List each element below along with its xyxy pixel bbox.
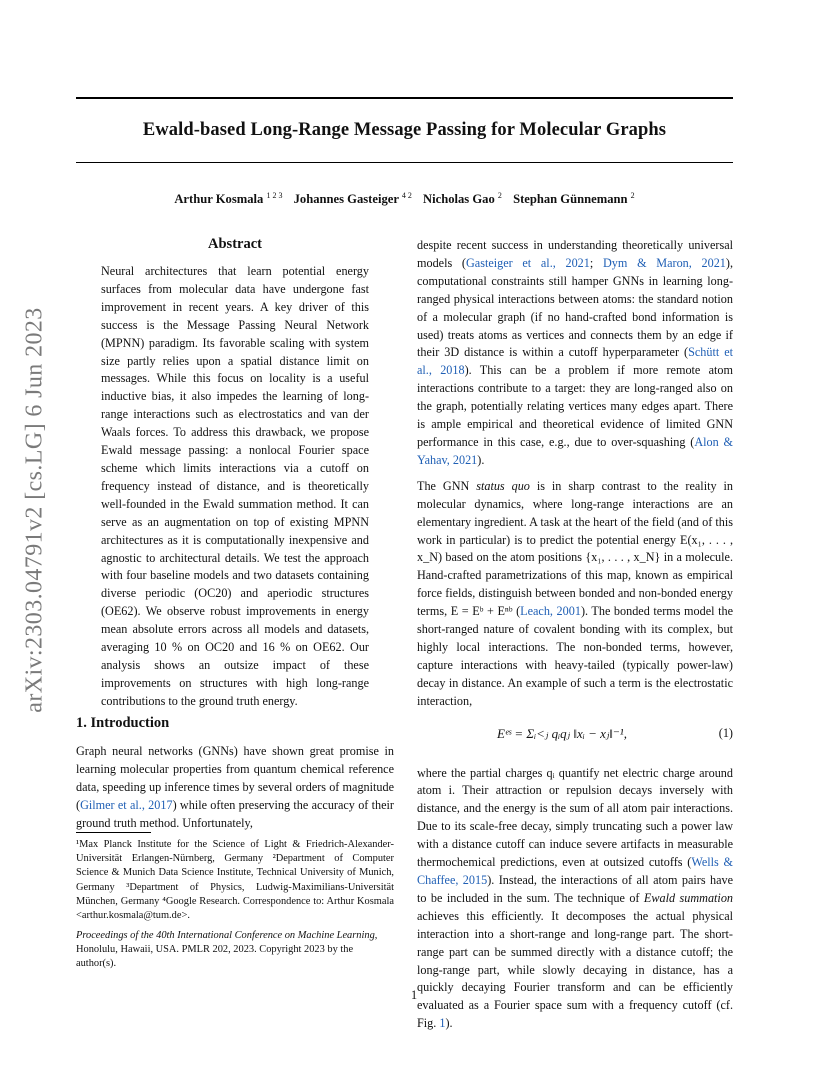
citation-link[interactable]: Gilmer et al., 2017 [80, 797, 173, 812]
author-list [76, 191, 733, 207]
footnote-rule [76, 832, 151, 833]
citation-link[interactable]: Schütt et al., 2018 [417, 345, 733, 378]
equation-number: (1) [718, 725, 733, 740]
title-rule-top [76, 97, 733, 99]
page-number: 1 [410, 988, 418, 1002]
arxiv-id: arXiv:2303.04791v2 [cs.LG] 6 Jun 2023 [21, 307, 48, 713]
figure-link[interactable]: 1 [439, 1016, 446, 1031]
right-column [417, 237, 733, 1033]
paragraph: The GNN status quo is in sharp contrast to the reality in molecular dynamics, where long-range interactions are an elementary ingredient. A task at the heart of the field (and of this work in particular) is to predict the potential energy E(x₁, . . . , x_N) based on the atom positions {x₁, . . . , x_N} in a molecule. Hand-crafted parametrizations of this map, known as empirical force fields, distinguish between bonded and non-bonded energy terms, E = Eᵇ + Eⁿᵇ (Leach, 2001). The bonded terms model the short-ranged nature of covalent bonding with its complex, but highly local interactions. The non-bonded terms, however, capture interactions with heavy-tailed (typically power-law) decay in distance. An example of such a term is the electrostatic interaction, [417, 478, 733, 708]
section-heading-introduction: 1. Introduction [76, 715, 170, 731]
equation-body: Eᵉˢ = Σᵢ<ⱼ qᵢqⱼ ‖xᵢ − xⱼ‖⁻¹, [497, 725, 627, 741]
paragraph: despite recent success in understanding theoretically universal models (Gasteiger et al., 2021; Dym & Maron, 2021), computational constraints still hamper GNNs in learning long-ranged physical interactions between atoms: the standard notion of a molecular graph (if no hand-crafted bond information is used) treats atoms as vertices and connects them by an edge if their 3D distance is within a cutoff hyperparameter (Schütt et al., 2018). This can be a problem if more remote atom interactions contribute to a target: they are long-ranged also on the graph, potentially relating vertices many edges apart. There is ample empirical and theoretical evidence of limited GNN performance in this case, e.g., due to over-squashing (Alon & Yahav, 2021). [417, 238, 734, 467]
title-rule-bottom [76, 162, 733, 163]
abstract-heading: Abstract [208, 236, 262, 252]
affiliation-footnote: ¹Max Planck Institute for the Science of Light & Friedrich-Alexander-Universität Erlangen-Nürnberg, Germany ²Department of Computer Science & Munich Data Science Institute, Technical University of Munich, Germany ³Department of Physics, Ludwig-Maximilians-Universität München, Germany ⁴Google Research. Correspondence to: Arthur Kosmala <arthur.kosmala@tum.de>. [76, 839, 394, 922]
paragraph: where the partial charges qᵢ quantify net electric charge around atom i. Their attraction or repulsion decays inversely with distance, and the energy is the sum of all atom pair interactions. Due to its scale-free decay, simply truncating such a power law with a distance cutoff can induce severe artifacts in measurable thermochemical predictions, even at outsized cutoffs (Wells & Chaffee, 2015). Instead, the interactions of all atom pairs have to be included in the sum. The technique of Ewald summation achieves this efficiently. It decomposes the actual physical interaction into a short-range and long-range part. The short-range part can be summed directly with a distance cutoff; the long-range part, while slowly decaying in distance, has a quickly decaying Fourier transform and can be efficiently evaluated as a Fourier space sum with a frequency cutoff (cf. Fig. 1). [417, 765, 734, 1031]
author: Stephan Günnemann $^2$ [513, 191, 635, 206]
citation-link[interactable]: Gasteiger et al., 2021 [465, 255, 590, 270]
citation-link[interactable]: Dym & Maron, 2021 [602, 255, 726, 270]
abstract-text: Neural architectures that learn potential energy surfaces from molecular data have undergone fast improvement in recent years. A key driver of this success is the Message Passing Neural Network (MPNN) paradigm. Its favorable scaling with system size partly relies upon a spatial distance limit on messages. While this focus on locality is a useful inductive bias, it also impedes the learning of long-range interactions such as electrostatics and van der Waals forces. To address this drawback, we propose Ewald message passing: a nonlocal Fourier space scheme which limits interactions via a cutoff on frequency instead of distance, and is theoretically well-founded in the Ewald summation method. It can serve as an augmentation on top of existing MPNN architectures as it is computationally inexpensive and agnostic to architectural details. We test the approach with four baseline models and two datasets containing diverse periodic (OC20) and aperiodic structures (OE62). We observe robust improvements in energy mean absolute errors across all models and datasets, averaging 10 % on OC20 and 16 % on OE62. Our analysis shows an outsize impact of these improvements on structures with high long-range contributions to the ground truth energy. [101, 264, 369, 708]
equation-1 [417, 719, 733, 755]
paper-title: Ewald-based Long-Range Message Passing for Molecular Graphs [142, 120, 667, 140]
citation-link[interactable]: Leach, 2001 [520, 604, 581, 619]
author: Arthur Kosmala $^{1 2 3}$ [174, 191, 283, 206]
author: Johannes Gasteiger $^{4 2}$ [293, 191, 412, 206]
proceedings-note: Proceedings of the 40th International Conference on Machine Learning, Honolulu, Hawaii, USA. PMLR 202, 2023. Copyright 2023 by the author(s). [76, 930, 378, 970]
citation-link[interactable]: Alon & Yahav, 2021 [417, 434, 733, 467]
author: Nicholas Gao $^2$ [423, 191, 502, 206]
citation-link[interactable]: Wells & Chaffee, 2015 [417, 855, 733, 887]
arxiv-stamp [12, 295, 58, 725]
introduction-paragraph: Graph neural networks (GNNs) have shown great promise in learning molecular properties from quantum chemical reference data, speeding up inference times by several orders of magnitude (Gilmer et al., 2017) while often preserving the accuracy of their ground truth method. Unfortunately, [76, 744, 394, 830]
